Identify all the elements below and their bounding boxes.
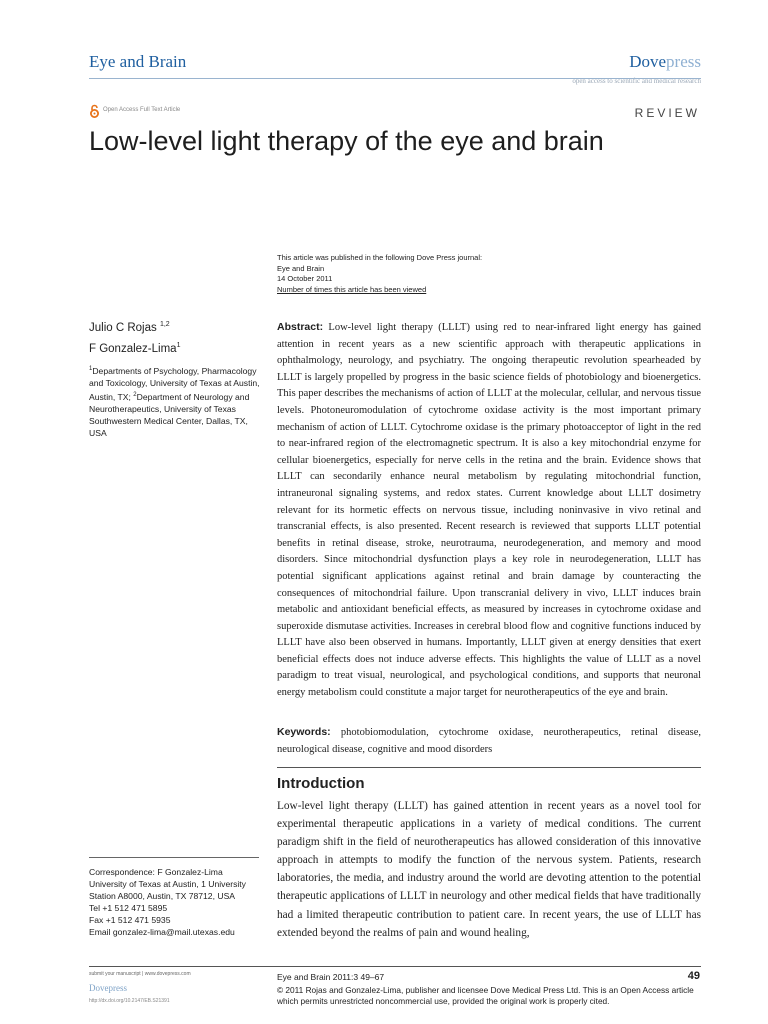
affiliation-marker-2: 2 (133, 391, 137, 398)
author-1-name: Julio C Rojas (89, 321, 157, 334)
author-2-affiliation-marker: 1 (176, 341, 181, 349)
pub-info-date: 14 October 2011 (277, 274, 333, 283)
doi-link[interactable]: http://dx.doi.org/10.2147/EB.S21391 (89, 998, 170, 1004)
section-heading-introduction: Introduction (277, 775, 365, 792)
author-1[interactable] (89, 316, 180, 337)
footer-publisher-logo[interactable]: Dovepress (89, 983, 127, 993)
author-affiliations (89, 363, 264, 439)
author-list (89, 316, 180, 358)
correspondence-email[interactable]: Email gonzalez-lima@mail.utexas.edu (89, 927, 235, 937)
correspondence-tel: Tel +1 512 471 5895 (89, 903, 168, 913)
open-access-label: Open Access Full Text Article (103, 107, 181, 113)
keywords-text: photobiomodulation, cytochrome oxidase, neurotherapeutics, retinal disease, neurological disease, cognitive and mood disorders (277, 727, 702, 755)
article-type-label: REVIEW (634, 106, 700, 120)
article-title: Low-level light therapy of the eye and brain (89, 126, 604, 156)
correspondence-address-2: Station A8000, Austin, TX 78712, USA (89, 891, 236, 901)
submit-manuscript-link[interactable]: submit your manuscript | www.dovepress.com (89, 971, 191, 977)
abstract-label: Abstract: (277, 321, 324, 333)
section-divider (277, 767, 701, 768)
correspondence-name: Correspondence: F Gonzalez-Lima (89, 867, 223, 877)
publisher-tagline: open access to scientific and medical research (572, 77, 701, 85)
author-1-affiliation-marker: 1,2 (159, 321, 170, 328)
correspondence-block (89, 866, 264, 938)
views-count-link[interactable]: Number of times this article has been viewed (277, 284, 427, 294)
affiliation-2: Department of Neurology and Neurotherapeutics, University of Texas Southwestern Medical Center, Dallas, TX, USA (89, 391, 250, 438)
correspondence-fax: Fax +1 512 471 5935 (89, 915, 171, 925)
publisher-logo[interactable] (629, 52, 701, 72)
keywords-label: Keywords: (277, 726, 331, 738)
pub-info-line: This article was published in the following Dove Press journal: (277, 253, 483, 262)
journal-name[interactable]: Eye and Brain (89, 52, 187, 71)
correspondence-divider (89, 857, 259, 858)
page-number: 49 (687, 970, 700, 982)
affiliation-1: Departments of Psychology, Pharmacology and Toxicology, University of Texas at Austin, Austin, TX; (89, 365, 260, 402)
open-access-lock-icon (89, 104, 100, 118)
keywords (277, 724, 701, 758)
affiliation-marker-1: 1 (89, 366, 93, 372)
correspondence-address-1: University of Texas at Austin, 1 University (89, 879, 246, 889)
footer-divider (89, 966, 701, 967)
copyright-notice: © 2011 Rojas and Gonzalez-Lima, publisher and licensee Dove Medical Press Ltd. This is an Open Access article which permits unrestricted noncommercial use, provided the original work is properly cited. (277, 985, 694, 1006)
journal-citation: Eye and Brain 2011:3 49–67 (277, 972, 385, 982)
author-2-name: F Gonzalez-Lima (89, 342, 177, 355)
introduction-text: Low-level light therapy (LLLT) has gained attention in recent years as a novel tool for experimental therapeutic applications in a variety of medical conditions. The current paradigm shift in the field of neurotherapeutics has allowed consideration of this innovative approach in attempts to modify the function of the nervous system. Patients, research laboratories, the media, and industry around the world are devoting attention to the potential therapeutic applications of LLLT in neurology and other medical fields that have traditionally had a limited therapeutic contribution to patient care. In recent years, the use of LLLT has extended beyond the realms of pain and wound healing, (277, 800, 701, 939)
publication-info (277, 253, 482, 295)
abstract (277, 319, 701, 702)
abstract-text: Low-level light therapy (LLLT) using red to near-infrared light energy has gained attention in recent years as a new scientific approach with therapeutic applications in ophthalmology, neurology, and psychiatry. The ongoing therapeutic revolution spearheaded by LLLT is largely propelled by progress in the basic science fields of photobiology and bioenergetics. This paper describes the mechanisms of action of LLLT at the molecular, cellular, and nervous tissue levels. Photoneuromodulation of cytochrome oxidase activity is the most important primary mechanism of action of LLLT. Cytochrome oxidase is the primary photoacceptor of light in the red to near-infrared region of the electromagnetic spectrum. It is also a key mitochondrial enzyme for cellular bioenergetics, especially for nerve cells in the retina and the brain. Evidence shows that LLLT can secondarily enhance neural metabolism by regulating mitochondrial function, intraneuronal signaling systems, and redox states. Current knowledge about LLLT dosimetry relevant for its hormetic effects on nervous tissue, including noninvasive in vivo retinal and transcranial effects, is also presented. Recent research is reviewed that supports LLLT potential benefits in retinal disease, stroke, neurotrauma, neurodegeneration, and memory and mood disorders. Since mitochondrial dysfunction plays a key role in neurodegeneration, LLLT has potential significant applications against retinal and brain damage by counteracting the consequences of mitochondrial failure. Upon transcranial delivery in vivo, LLLT induces brain metabolic and antioxidant beneficial effects, as measured by increases in cytochrome oxidase and superoxide dismutase activities. Increases in cerebral blood flow and cognitive functions induced by LLLT have also been observed in humans. Importantly, LLLT given at energy densities that exert beneficial effects does not induce adverse effects. This highlights the value of LLLT as a novel paradigm to treat visual, neurological, and psychological conditions, and supports that neuronal energy metabolism could constitute a major target for neurotherapeutics of the eye and brain. (277, 322, 702, 699)
pub-info-journal: Eye and Brain (277, 263, 325, 273)
author-2[interactable] (89, 337, 180, 358)
publisher-name-light: press (666, 52, 701, 71)
publisher-name-bold: Dove (629, 52, 667, 71)
header-divider (89, 78, 701, 79)
